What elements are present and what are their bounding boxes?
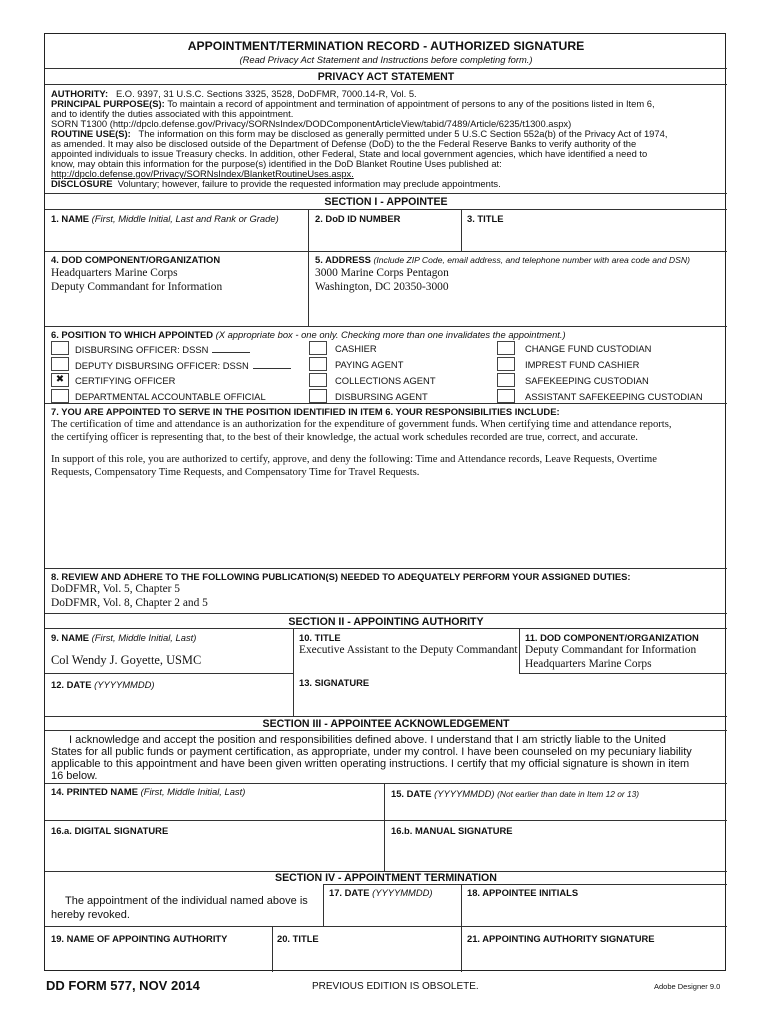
- authority-title-value[interactable]: Executive Assistant to the Deputy Commandant: [299, 644, 518, 656]
- form-title: APPOINTMENT/TERMINATION RECORD - AUTHORIZED SIGNATURE: [187, 39, 585, 53]
- ack-line3: applicable to this appointment and have been given written operating instructions. I certify that my official signature is shown in item: [51, 758, 690, 770]
- designer-note: Adobe Designer 9.0: [654, 982, 721, 991]
- termination-signature-field[interactable]: 21. APPOINTING AUTHORITY SIGNATURE: [467, 933, 655, 944]
- checkbox-disbursing-agent[interactable]: [309, 389, 327, 403]
- ack-line1: I acknowledge and accept the position and responsibilities defined above. I understand that I am strictly liable to the United: [69, 734, 666, 746]
- privacy-purpose: PRINCIPAL PURPOSE(S): To maintain a record of appointment and termination of appointment of persons to any of the positions listed in Item 6,: [51, 98, 655, 109]
- label-disbursing-agent: DISBURSING AGENT: [335, 391, 428, 402]
- dod-id-field[interactable]: 2. DoD ID NUMBER: [315, 213, 401, 224]
- checkbox-assistant-safekeeping[interactable]: [497, 389, 515, 403]
- authority-name-value[interactable]: Col Wendy J. Goyette, USMC: [51, 653, 202, 667]
- checkbox-deputy-disbursing[interactable]: [51, 357, 69, 371]
- termination-date-field[interactable]: 17. DATE (YYYYMMDD): [329, 887, 433, 898]
- item7-text-2a[interactable]: In support of this role, you are authorized to certify, approve, and deny the following: Time and Attendance records, Leave Requests, Overtime: [51, 454, 657, 465]
- privacy-routine-line3: appointed individuals to issue Treasury checks. In addition, other Federal, State and local government agencies, which have identified a need to: [51, 148, 648, 159]
- label-paying-agent: PAYING AGENT: [335, 359, 404, 370]
- section4-heading: SECTION IV - APPOINTMENT TERMINATION: [275, 872, 497, 884]
- address-line2[interactable]: Washington, DC 20350-3000: [315, 281, 449, 293]
- authority-component-line1[interactable]: Deputy Commandant for Information: [525, 644, 697, 656]
- item7-label: 7. YOU ARE APPOINTED TO SERVE IN THE POSITION IDENTIFIED IN ITEM 6. YOUR RESPONSIBILITIES INCLUDE:: [51, 406, 560, 417]
- label-cashier: CASHIER: [335, 343, 377, 354]
- address-line1[interactable]: 3000 Marine Corps Pentagon: [315, 267, 449, 279]
- label-certifying-officer: CERTIFYING OFFICER: [75, 375, 176, 386]
- authority-name-label: 9. NAME (First, Middle Initial, Last): [51, 632, 197, 643]
- item7-text-1a[interactable]: The certification of time and attendance is an authorization for the expenditure of government funds. When certifying time and attendance reports,: [51, 419, 672, 430]
- privacy-heading: PRIVACY ACT STATEMENT: [317, 71, 455, 83]
- revoked-line2: hereby revoked.: [51, 909, 130, 921]
- checkbox-paying-agent[interactable]: [309, 357, 327, 371]
- privacy-purpose-line2: and to identify the duties associated with this appointment.: [51, 108, 294, 119]
- address-label: 5. ADDRESS (Include ZIP Code, email address, and telephone number with area code and DSN): [315, 254, 690, 265]
- appointee-name-field[interactable]: 1. NAME (First, Middle Initial, Last and Rank or Grade): [51, 213, 279, 224]
- item8-line2[interactable]: DoDFMR, Vol. 8, Chapter 2 and 5: [51, 597, 208, 609]
- checkbox-collections-agent[interactable]: [309, 373, 327, 387]
- privacy-sorn[interactable]: SORN T1300 (http://dpclo.defense.gov/Privacy/SORNsIndex/DODComponentArticleView/tabid/7489/Article/6235/t1300.aspx): [51, 118, 572, 129]
- ack-line4: 16 below.: [51, 770, 98, 782]
- authority-component-line2[interactable]: Headquarters Marine Corps: [525, 658, 652, 670]
- label-change-fund: CHANGE FUND CUSTODIAN: [525, 343, 652, 354]
- component-label: 4. DOD COMPONENT/ORGANIZATION: [51, 254, 221, 265]
- label-disbursing-officer: DISBURSING OFFICER: DSSN: [75, 343, 250, 355]
- item7-text-1b[interactable]: the certifying officer is representing that, to the best of their knowledge, the actual work schedules recorded are true, correct, and accurate.: [51, 432, 638, 443]
- privacy-disclosure: DISCLOSURE Voluntary; however, failure to provide the requested information may preclude appointments.: [51, 178, 501, 189]
- privacy-routine: ROUTINE USE(S): The information on this form may be disclosed as generally permitted under 5 U.S.C Section 552a(b) of the Privacy Act of 1974,: [51, 128, 668, 139]
- authority-signature-field[interactable]: 13. SIGNATURE: [299, 677, 370, 688]
- label-assistant-safekeeping: ASSISTANT SAFEKEEPING CUSTODIAN: [525, 391, 703, 402]
- digital-signature-field[interactable]: 16.a. DIGITAL SIGNATURE: [51, 825, 169, 836]
- privacy-routine-line4: know, may obtain this information for the purpose(s) identified in the DoD Blanket Routine Uses published at:: [51, 158, 502, 169]
- item8-label: 8. REVIEW AND ADHERE TO THE FOLLOWING PUBLICATION(S) NEEDED TO ADEQUATELY PERFORM YOUR ASSIGNED DUTIES:: [51, 571, 631, 582]
- checkbox-change-fund[interactable]: [497, 341, 515, 355]
- checkbox-safekeeping[interactable]: [497, 373, 515, 387]
- authority-title-label: 10. TITLE: [299, 632, 341, 643]
- printed-name-field[interactable]: 14. PRINTED NAME (First, Middle Initial, Last): [51, 786, 246, 797]
- appointee-initials-field[interactable]: 18. APPOINTEE INITIALS: [467, 887, 579, 898]
- position-label: 6. POSITION TO WHICH APPOINTED (X appropriate box - one only. Checking more than one invalidates the appointment.): [51, 329, 566, 340]
- component-line2[interactable]: Deputy Commandant for Information: [51, 281, 223, 293]
- obsolete-note: PREVIOUS EDITION IS OBSOLETE.: [312, 981, 479, 992]
- privacy-authority: AUTHORITY: E.O. 9397, 31 U.S.C. Sections 3325, 3528, DoDFMR, 7000.14-R, Vol. 5.: [51, 88, 417, 99]
- item7-text-2b[interactable]: Requests, Compensatory Time Requests, and Compensatory Time for Travel Requests.: [51, 467, 420, 478]
- privacy-routine-link[interactable]: http://dpclo.defense.gov/Privacy/SORNsIndex/BlanketRoutineUses.aspx.: [51, 168, 354, 179]
- section2-heading: SECTION II - APPOINTING AUTHORITY: [288, 616, 484, 628]
- appointee-title-field[interactable]: 3. TITLE: [467, 213, 504, 224]
- checkbox-imprest-fund[interactable]: [497, 357, 515, 371]
- checkbox-certifying-officer[interactable]: ✖: [51, 373, 69, 387]
- checkbox-departmental[interactable]: [51, 389, 69, 403]
- item8-line1[interactable]: DoDFMR, Vol. 5, Chapter 5: [51, 583, 180, 595]
- checkbox-disbursing-officer[interactable]: [51, 341, 69, 355]
- label-deputy-disbursing: DEPUTY DISBURSING OFFICER: DSSN: [75, 359, 291, 371]
- authority-component-label: 11. DOD COMPONENT/ORGANIZATION: [525, 632, 699, 643]
- form-subtitle: (Read Privacy Act Statement and Instructions before completing form.): [239, 54, 533, 65]
- form-id: DD FORM 577, NOV 2014: [46, 978, 200, 993]
- privacy-routine-line2: as amended. It may also be disclosed outside of the Department of Defense (DoD) to the the Federal Reserve Banks to verify authority of the: [51, 138, 637, 149]
- form-frame: [44, 33, 726, 971]
- authority-date-field[interactable]: 12. DATE (YYYYMMDD): [51, 679, 155, 690]
- section3-heading: SECTION III - APPOINTEE ACKNOWLEDGEMENT: [262, 718, 510, 730]
- label-collections-agent: COLLECTIONS AGENT: [335, 375, 436, 386]
- label-departmental: DEPARTMENTAL ACCOUNTABLE OFFICIAL: [75, 391, 266, 402]
- termination-title-field[interactable]: 20. TITLE: [277, 933, 319, 944]
- termination-authority-field[interactable]: 19. NAME OF APPOINTING AUTHORITY: [51, 933, 228, 944]
- manual-signature-field[interactable]: 16.b. MANUAL SIGNATURE: [391, 825, 513, 836]
- section1-heading: SECTION I - APPOINTEE: [324, 196, 448, 208]
- label-safekeeping: SAFEKEEPING CUSTODIAN: [525, 375, 649, 386]
- ack-line2: States for all public funds or payment certification, as appropriate, under my control. I have been counseled on my pecuniary liability: [51, 746, 692, 758]
- appointee-date-field[interactable]: 15. DATE (YYYYMMDD) (Not earlier than date in Item 12 or 13): [391, 788, 640, 799]
- revoked-line1: The appointment of the individual named above is: [65, 895, 308, 907]
- label-imprest-fund: IMPREST FUND CASHIER: [525, 359, 640, 370]
- checkbox-cashier[interactable]: [309, 341, 327, 355]
- component-line1[interactable]: Headquarters Marine Corps: [51, 267, 178, 279]
